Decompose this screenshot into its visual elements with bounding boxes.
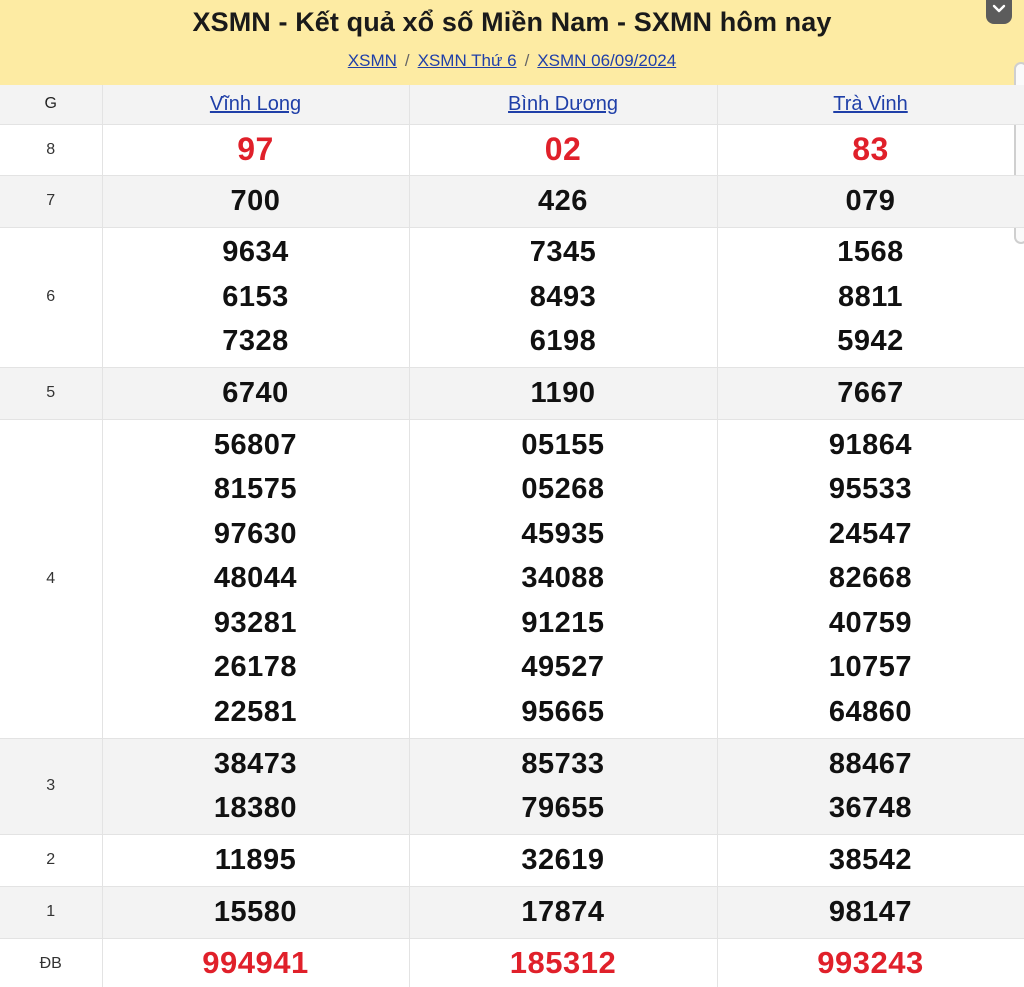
prize-cell-binh-duong <box>409 419 717 738</box>
prize-number: 5942 <box>837 325 904 358</box>
prize-number: 38542 <box>828 843 913 876</box>
prize-number: 93281 <box>213 606 298 639</box>
prize-number: 185312 <box>509 945 617 981</box>
prize-number: 91864 <box>828 428 913 461</box>
province-link-vinh-long[interactable]: Vĩnh Long <box>209 92 302 115</box>
prize-number: 95533 <box>828 473 913 506</box>
prize-label: 2 <box>0 834 102 886</box>
table-row <box>0 175 1024 227</box>
breadcrumb-link-xsmn[interactable]: XSMN <box>347 51 397 70</box>
prize-number: 83 <box>852 131 889 168</box>
prize-cell-binh-duong <box>409 738 717 834</box>
prize-number: 26178 <box>213 651 298 684</box>
prize-cell-tra-vinh <box>717 419 1024 738</box>
results-table <box>0 85 1024 987</box>
province-header-binh-duong <box>409 85 717 124</box>
prize-cell-tra-vinh <box>717 175 1024 227</box>
prize-number: 56807 <box>213 428 298 461</box>
prize-number: 02 <box>544 131 582 168</box>
table-row <box>0 227 1024 367</box>
prize-number: 82668 <box>828 562 913 595</box>
prize-number: 1568 <box>837 236 904 269</box>
prize-number: 91215 <box>521 606 605 639</box>
prize-cell-vinh-long <box>102 886 409 938</box>
prize-cell-vinh-long <box>102 124 409 175</box>
prize-cell-binh-duong <box>409 227 717 367</box>
prize-label: 3 <box>0 738 102 834</box>
prize-number: 994941 <box>202 945 309 981</box>
prize-cell-vinh-long <box>102 367 409 419</box>
prize-number: 36748 <box>828 792 913 824</box>
prize-number: 48044 <box>213 562 298 595</box>
prize-number: 40759 <box>828 606 913 639</box>
province-link-tra-vinh[interactable]: Trà Vinh <box>833 92 908 115</box>
prize-number: 6740 <box>222 376 289 409</box>
prize-label: 4 <box>0 419 102 738</box>
prize-number: 9634 <box>222 236 289 269</box>
province-header-vinh-long <box>102 85 409 124</box>
prize-number: 17874 <box>521 895 605 928</box>
prize-label: ĐB <box>0 938 102 987</box>
chevron-down-icon <box>992 4 1006 14</box>
prize-column-header: G <box>0 85 102 124</box>
prize-number: 10757 <box>828 651 913 684</box>
prize-cell-vinh-long <box>102 175 409 227</box>
breadcrumb-separator: / <box>524 51 530 70</box>
prize-label: 6 <box>0 227 102 367</box>
prize-number: 6198 <box>529 325 597 358</box>
prize-number: 81575 <box>213 473 298 506</box>
prize-number: 05268 <box>521 473 605 506</box>
prize-number: 11895 <box>214 843 297 876</box>
prize-cell-vinh-long <box>102 938 409 987</box>
breadcrumb-link-xsmn-thu6[interactable]: XSMN Thứ 6 <box>417 51 517 70</box>
breadcrumb-link-date[interactable]: XSMN 06/09/2024 <box>537 51 677 70</box>
table-row <box>0 834 1024 886</box>
prize-number: 993243 <box>817 945 924 981</box>
prize-number: 97630 <box>213 517 298 550</box>
prize-number: 49527 <box>521 651 605 684</box>
breadcrumb <box>0 51 1024 71</box>
prize-number: 18380 <box>213 792 298 824</box>
prize-number: 15580 <box>213 895 298 928</box>
table-row <box>0 738 1024 834</box>
prize-number: 22581 <box>213 695 298 728</box>
prize-number: 98147 <box>828 895 913 928</box>
table-row <box>0 419 1024 738</box>
prize-number: 88467 <box>828 747 913 780</box>
prize-number: 7345 <box>529 236 597 269</box>
prize-number: 7328 <box>222 325 289 358</box>
collapse-button[interactable] <box>986 0 1012 24</box>
prize-number: 32619 <box>521 843 605 876</box>
prize-cell-tra-vinh <box>717 227 1024 367</box>
prize-number: 79655 <box>521 792 605 824</box>
prize-number: 1190 <box>530 376 596 409</box>
prize-cell-vinh-long <box>102 419 409 738</box>
prize-number: 95665 <box>521 695 605 728</box>
prize-number: 64860 <box>828 695 913 728</box>
prize-number: 24547 <box>828 517 913 550</box>
prize-number: 079 <box>845 184 896 217</box>
prize-cell-binh-duong <box>409 834 717 886</box>
prize-label: 7 <box>0 175 102 227</box>
province-header-tra-vinh <box>717 85 1024 124</box>
breadcrumb-separator: / <box>404 51 410 70</box>
prize-number: 6153 <box>222 280 289 313</box>
prize-number: 34088 <box>521 562 605 595</box>
prize-number: 700 <box>230 184 281 217</box>
table-row <box>0 367 1024 419</box>
prize-label: 1 <box>0 886 102 938</box>
prize-cell-vinh-long <box>102 834 409 886</box>
province-link-binh-duong[interactable]: Bình Dương <box>508 92 618 115</box>
page-title: XSMN - Kết quả xổ số Miền Nam - SXMN hôm nay <box>192 7 832 37</box>
table-row <box>0 938 1024 987</box>
prize-cell-binh-duong <box>409 886 717 938</box>
prize-cell-tra-vinh <box>717 886 1024 938</box>
table-row <box>0 124 1024 175</box>
prize-cell-binh-duong <box>409 367 717 419</box>
prize-label: 5 <box>0 367 102 419</box>
prize-cell-binh-duong <box>409 124 717 175</box>
prize-number: 85733 <box>521 747 605 780</box>
page-header <box>0 0 1024 85</box>
prize-number: 8493 <box>529 280 597 313</box>
prize-cell-tra-vinh <box>717 124 1024 175</box>
prize-cell-tra-vinh <box>717 367 1024 419</box>
prize-number: 05155 <box>521 428 605 461</box>
prize-cell-binh-duong <box>409 175 717 227</box>
prize-number: 7667 <box>837 376 904 409</box>
prize-number: 97 <box>237 131 274 168</box>
table-header-row <box>0 85 1024 124</box>
prize-cell-vinh-long <box>102 227 409 367</box>
prize-cell-tra-vinh <box>717 834 1024 886</box>
prize-number: 8811 <box>838 280 903 313</box>
prize-cell-tra-vinh <box>717 738 1024 834</box>
table-row <box>0 886 1024 938</box>
prize-cell-tra-vinh <box>717 938 1024 987</box>
prize-cell-binh-duong <box>409 938 717 987</box>
prize-cell-vinh-long <box>102 738 409 834</box>
prize-number: 426 <box>538 184 588 217</box>
prize-label: 8 <box>0 124 102 175</box>
prize-number: 38473 <box>213 747 298 780</box>
prize-number: 45935 <box>521 517 605 550</box>
